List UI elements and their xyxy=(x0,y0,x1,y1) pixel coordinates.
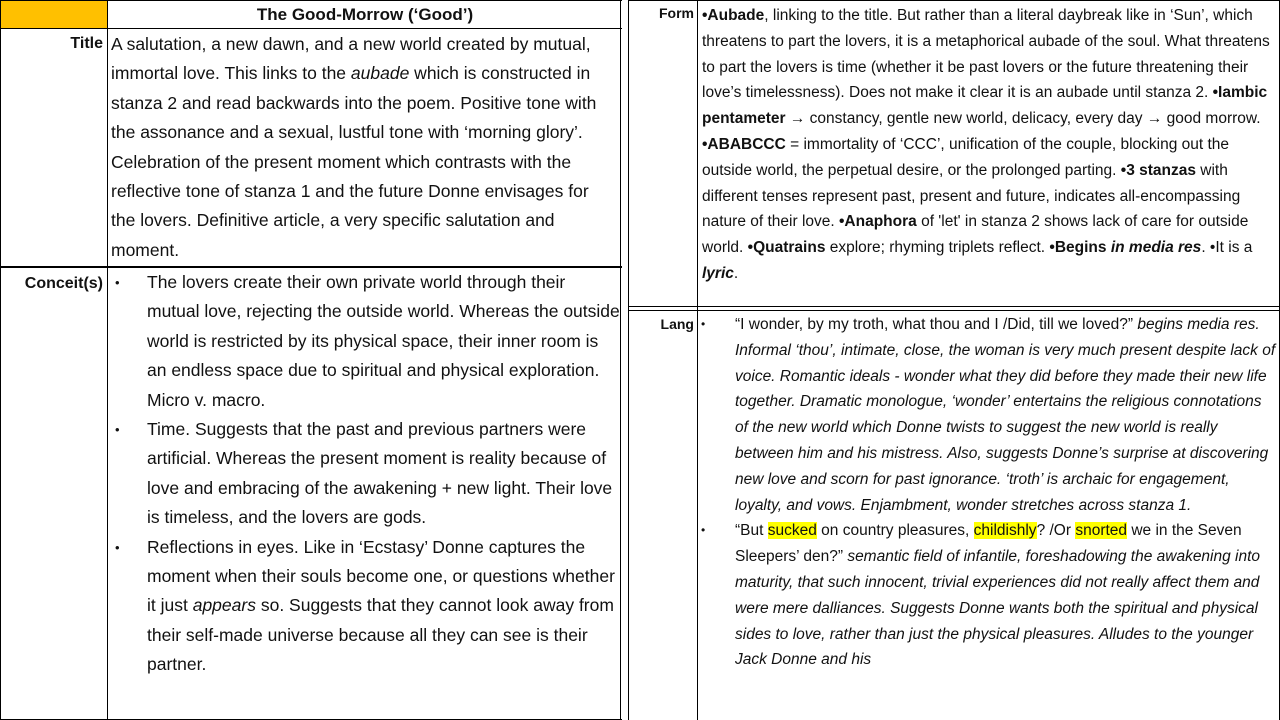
bullet-icon: • xyxy=(701,317,706,331)
title-analysis: A salutation, a new dawn, and a new world created by mutual, immortal love. This links to the aubade which is constructed in stanza 2 and read backwards into the poem. Positive tone with the assonance and a sexual, lustful tone with ‘morning glory’. Celebration of the present moment which contrasts with the reflective tone of stanza 1 and the future Donne envisages for the lovers. Definitive article, a very specific salutation and moment. xyxy=(111,34,597,260)
list-item: • “But sucked on country pleasures, childishly? /Or snorted we in the Seven Sleepers’ den?” semantic field of infantile, foreshadowing the awakening into maturity, that such innocent, trivial experiences did not really affect them and were mere dalliances. Suggests Donne wants both the spiritual and physical sides to love, rather than just the physical pleasures. Alludes to the younger Jack Donne and his xyxy=(698,518,1278,673)
highlighted-word: sucked xyxy=(767,522,817,540)
bullet-icon: • xyxy=(115,275,120,290)
bullet-icon: • xyxy=(115,539,120,555)
highlighted-word: childishly xyxy=(973,522,1037,540)
right-table xyxy=(628,0,1280,720)
row-label-title: Title xyxy=(70,35,103,52)
form-analysis: •Aubade, linking to the title. But rather than a literal daybreak like in ‘Sun’, which threatens to part the lovers, it is a metaphorical aubade of the soul. What threatens to part the lovers is time (whether it be past lovers or the future threatening their love’s timelessness). Does not make it clear it is an aubade until stanza 2. •Iambic pentameter → constancy, gentle new world, delicacy, every day → good morrow. •ABABCCC = immortality of ‘CCC’, unification of the couple, blocking out the outside world, the perpetual desire, or the prolonged parting. •3 stanzas with different tenses represent past, present and future, indicates all-encompassing nature of their love. •Anaphora of 'let' in stanza 2 shows lack of care for outside world. •Quatrains explore; rhyming triplets reflect. •Begins in media res. •It is a lyric. xyxy=(702,7,1270,282)
row-label-language: Lang xyxy=(660,316,694,332)
list-item: • “I wonder, by my troth, what thou and I /Did, till we loved?” begins media res. Informal ‘thou’, intimate, close, the woman is very much present despite lack of voice. Romantic ideals - wonder what they did before they made their new life together. Dramatic monologue, ‘wonder’ entertains the religious connotations of the new world which Donne twists to suggest the new world is really between him and his mistress. Also, suggests Donne’s surprise at discovering new love and scorn for past ignorance. ‘troth’ is archaic for engagement, loyalty, and vows. Enjambment, wonder stretches across stanza 1. xyxy=(698,312,1278,518)
left-table xyxy=(0,0,622,720)
row-label-conceits: Conceit(s) xyxy=(24,275,103,292)
conceit-list xyxy=(108,268,622,680)
list-item: • Time. Suggests that the past and previous partners were artificial. Whereas the present moment is reality because of love and embracing of the awakening + new light. Their love is timeless, and the lovers are gods. xyxy=(108,415,622,533)
bullet-icon: • xyxy=(115,422,120,438)
list-item: • The lovers create their own private world through their mutual love, rejecting the outside world. Whereas the outside world is restricted by its physical space, their inner room is an endless space due to spiritual and physical exploration. Micro v. macro. xyxy=(108,268,622,415)
poem-title-header: The Good-Morrow (‘Good’) xyxy=(256,5,474,24)
highlighted-word: snorted xyxy=(1075,522,1128,540)
list-item: • Reflections in eyes. Like in ‘Ecstasy’ Donne captures the moment when their souls become one, or questions whether it just appears so. Suggests that they cannot look away from their self-made universe because all they can see is their partner. xyxy=(108,533,622,680)
bullet-icon: • xyxy=(701,523,706,538)
row-label-form: Form xyxy=(659,5,694,21)
header-accent-cell xyxy=(1,1,107,28)
language-list xyxy=(698,312,1278,673)
